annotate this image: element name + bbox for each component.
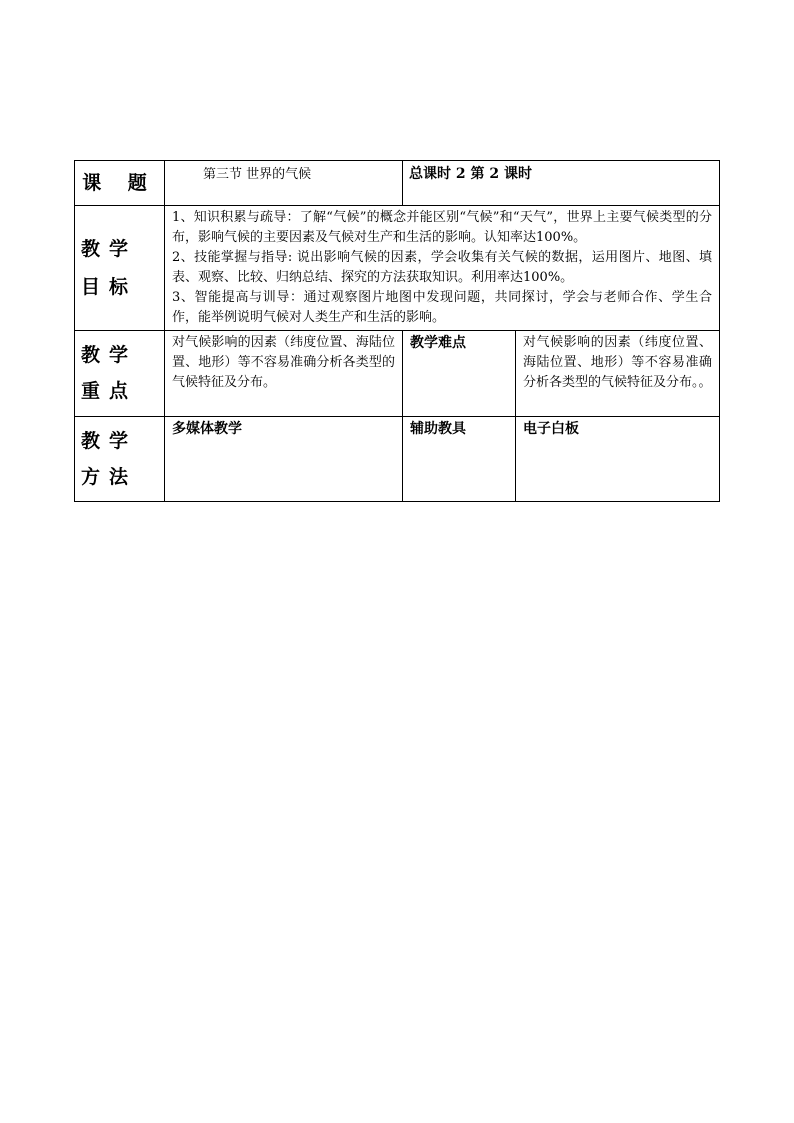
method-content: 多媒体教学 xyxy=(165,417,403,502)
total-hours: 总课时 2 第 2 课时 xyxy=(403,161,720,206)
key-point-label: 教学重点 xyxy=(75,331,165,417)
goals-content xyxy=(165,206,720,331)
difficulty-label: 教学难点 xyxy=(403,331,516,417)
lesson-plan-table xyxy=(74,160,720,502)
topic-label: 课 题 xyxy=(75,161,165,206)
method-label: 教学方法 xyxy=(75,417,165,502)
row-method xyxy=(75,417,720,502)
goals-label: 教学目标 xyxy=(75,206,165,331)
aid-label: 辅助教具 xyxy=(403,417,516,502)
row-topic xyxy=(75,161,720,206)
goal-item-2: 2、技能掌握与指导: 说出影响气候的因素，学会收集有关气候的数据，运用图片、地图、填表、观察、比较、归纳总结、探究的方法获取知识。利用率达100%。 xyxy=(172,250,713,285)
difficulty-content: 对气候影响的因素（纬度位置、海陆位置、地形）等不容易准确分析各类型的气候特征及分布。。 xyxy=(516,331,720,417)
row-goals xyxy=(75,206,720,331)
aid-content: 电子白板 xyxy=(516,417,720,502)
row-key-points xyxy=(75,331,720,417)
goal-item-3: 3、智能提高与训导：通过观察图片地图中发现问题，共同探讨，学会与老师合作、学生合作，能举例说明气候对人类生产和生活的影响。 xyxy=(172,290,713,325)
key-point-content: 对气候影响的因素（纬度位置、海陆位置、地形）等不容易准确分析各类型的气候特征及分布。 xyxy=(165,331,403,417)
topic-title: 第三节 世界的气候 xyxy=(165,161,403,206)
goal-item-1: 1、知识积累与疏导：了解“气候”的概念并能区别“气候”和“天气”，世界上主要气候类型的分布，影响气候的主要因素及气候对生产和生活的影响。认知率达100%。 xyxy=(172,210,713,245)
